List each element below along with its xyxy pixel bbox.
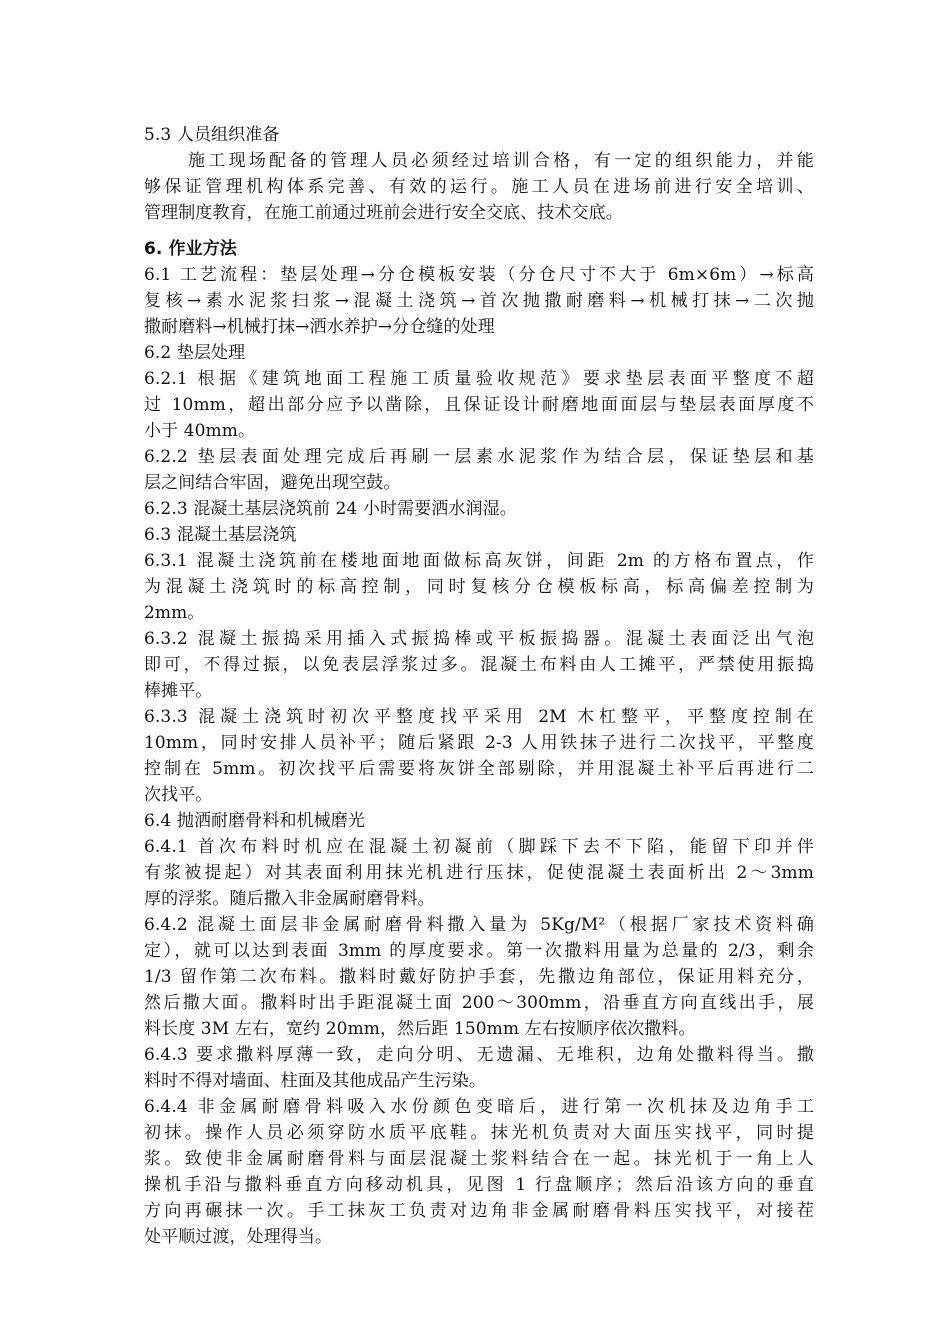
text-line: 6.3.3 混凝土浇筑时初次平整度找平采用 2M 木杠整平，平整度控制在 [144, 707, 814, 727]
text-line: 过 10mm，超出部分应予以凿除，且保证设计耐磨地面面层与垫层表面厚度不 [144, 395, 814, 415]
text-line: 撒耐磨料→机械打抹→洒水养护→分仓缝的处理 [144, 317, 495, 337]
text-line: 1/3 留作第二次布料。撒料时戴好防护手套，先撒边角部位，保证用料充分， [144, 967, 814, 987]
text-line: 6.3.1 混凝土浇筑前在楼地面地面做标高灰饼，间距 2m 的方格布置点，作 [144, 551, 814, 571]
text-line: 厚的浮浆。随后撒入非金属耐磨骨料。 [144, 889, 435, 909]
text-line: 方向再碾抹一次。手工抹灰工负责对边角非金属耐磨骨料压实找平，对接茬 [144, 1201, 814, 1221]
text-line: 6.2.1 根据《建筑地面工程施工质量验收规范》要求垫层表面平整度不超 [144, 369, 814, 389]
text-line: 6.4.2 混凝土面层非金属耐磨骨料撒入量为 5Kg/M²（根据厂家技术资料确 [144, 915, 814, 935]
text-line: 10mm，同时安排人员补平；随后紧跟 2-3 人用铁抹子进行二次找平，平整度 [144, 733, 814, 753]
text-line: 层之间结合牢固，避免出现空鼓。 [144, 473, 401, 493]
section-heading: 6.2 垫层处理 [144, 343, 246, 363]
text-line: 施工现场配备的管理人员必须经过培训合格，有一定的组织能力，并能 [188, 151, 814, 171]
text-line: 处平顺过渡，处理得当。 [144, 1227, 333, 1247]
text-line: 6.3.2 混凝土振捣采用插入式振捣棒或平板振捣器。混凝土表面泛出气泡 [144, 629, 814, 649]
section-heading: 6.4 抛洒耐磨骨料和机械磨光 [144, 811, 365, 831]
text-line: 有浆被提起）对其表面利用抹光机进行压抹，促使混凝土表面析出 2～3mm [144, 863, 814, 883]
text-line: 6.2.2 垫层表面处理完成后再刷一层素水泥浆作为结合层，保证垫层和基 [144, 447, 814, 467]
text-line: 6.4.4 非金属耐磨骨料吸入水份颜色变暗后，进行第一次机抹及边角手工 [144, 1097, 814, 1117]
text-line: 然后撒大面。撒料时出手距混凝土面 200～300mm，沿垂直方向直线出手，展 [144, 993, 814, 1013]
text-line: 控制在 5mm。初次找平后需要将灰饼全部剔除，并用混凝土补平后再进行二 [144, 759, 814, 779]
text-line: 次找平。 [144, 785, 213, 805]
text-line: 定），就可以达到表面 3mm 的厚度要求。第一次撒料用量为总量的 2/3，剩余 [144, 941, 814, 961]
text-line: 即可，不得过振，以免表层浮浆过多。混凝土布料由人工摊平，严禁使用振捣 [144, 655, 814, 675]
text-line: 浆。致使非金属耐磨骨料与面层混凝土浆料结合在一起。抹光机于一角上人 [144, 1149, 814, 1169]
section-heading: 6. 作业方法 [144, 239, 237, 259]
text-line: 料长度 3M 左右，宽约 20mm，然后距 150mm 左右按顺序依次撒料。 [144, 1019, 696, 1039]
section-heading: 5.3 人员组织准备 [144, 125, 280, 145]
text-line: 够保证管理机构体系完善、有效的运行。施工人员在进场前进行安全培训、 [144, 177, 814, 197]
text-line: 2mm。 [144, 603, 205, 623]
text-line: 小于 40mm。 [144, 421, 256, 441]
text-line: 操机手沿与撒料垂直方向移动机具，见图 1 行盘顺序；然后沿该方向的垂直 [144, 1175, 814, 1195]
text-line: 6.4.1 首次布料时机应在混凝土初凝前（脚踩下去不下陷，能留下印并伴 [144, 837, 814, 857]
text-line: 6.4.3 要求撒料厚薄一致，走向分明、无遗漏、无堆积，边角处撒料得当。撒 [144, 1045, 814, 1065]
text-line: 初抹。操作人员必须穿防水质平底鞋。抹光机负责对大面压实找平，同时提 [144, 1123, 814, 1143]
text-line: 6.2.3 混凝土基层浇筑前 24 小时需要洒水润湿。 [144, 499, 517, 519]
document-body [144, 122, 814, 1250]
text-line: 复核→素水泥浆扫浆→混凝土浇筑→首次抛撒耐磨料→机械打抹→二次抛 [144, 291, 814, 311]
text-line: 棒摊平。 [144, 681, 213, 701]
text-line: 6.1 工艺流程：垫层处理→分仓模板安装（分仓尺寸不大于 6m×6m）→标高 [144, 265, 814, 285]
paragraph-gap [144, 226, 814, 236]
text-line: 管理制度教育，在施工前通过班前会进行安全交底、技术交底。 [144, 203, 623, 223]
text-line: 料时不得对墙面、柱面及其他成品产生污染。 [144, 1071, 486, 1091]
section-heading: 6.3 混凝土基层浇筑 [144, 525, 297, 545]
text-line: 为混凝土浇筑时的标高控制，同时复核分仓模板标高，标高偏差控制为 [144, 577, 814, 597]
